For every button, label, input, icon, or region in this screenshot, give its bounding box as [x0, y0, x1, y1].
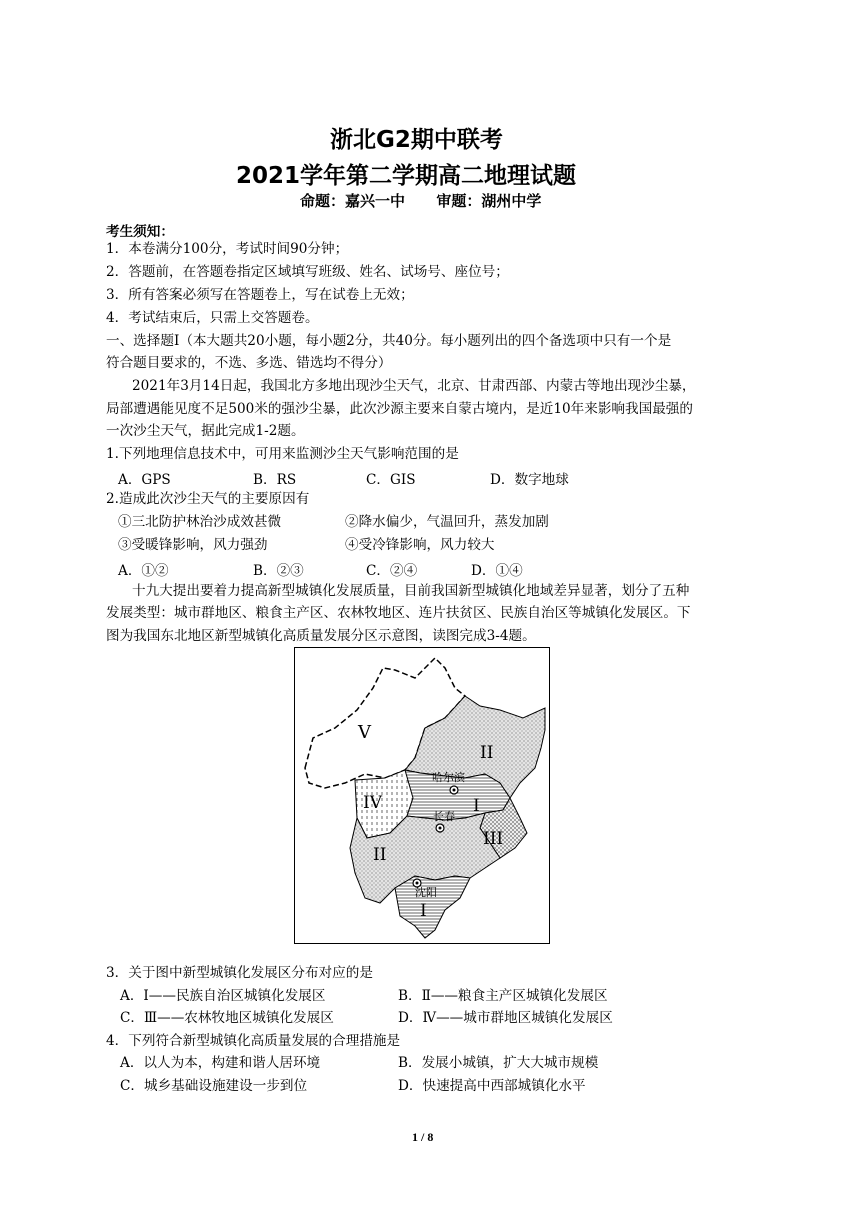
q2-option-b: B．②③: [253, 563, 304, 579]
q4-option-a: A．以人为本，构建和谐人居环境: [120, 1055, 321, 1071]
q1-option-a: A．GPS: [118, 472, 171, 488]
passage1-line1: 2021年3月14日起，我国北方多地出现沙尘天气，北京、甘肃西部、内蒙古等地出现沙尘暴，: [132, 378, 696, 394]
label-iv: IV: [363, 793, 382, 813]
passage2-line3: 图为我国东北地区新型城镇化高质量发展分区示意图，读图完成3-4题。: [106, 628, 536, 644]
city-harbin: 哈尔滨: [432, 771, 465, 784]
passage2-line1: 十九大提出要着力提高新型城镇化发展质量，目前我国新型城镇化地域差异显著，划分了五种: [132, 583, 690, 599]
harbin-marker: [450, 786, 458, 794]
notice-item-1: 1．本卷满分100分，考试时间90分钟；: [106, 241, 349, 257]
section-heading-line2: 符合题目要求的，不选、多选、错选均不得分）: [106, 355, 392, 371]
notice-item-2: 2．答题前，在答题卷指定区域填写班级、姓名、试场号、座位号；: [106, 264, 509, 280]
notice-item-4: 4．考试结束后，只需上交答题卷。: [106, 310, 319, 326]
label-iii: III: [483, 829, 504, 849]
passage1-line3: 一次沙尘天气，据此完成1-2题。: [106, 423, 305, 439]
q3-option-c: C．Ⅲ——农林牧地区城镇化发展区: [120, 1010, 334, 1026]
map-svg: [295, 648, 548, 942]
q2-option-d: D．①④: [471, 563, 523, 579]
q1-option-b: B．RS: [253, 472, 297, 488]
q4-option-c: C．城乡基础设施建设一步到位: [120, 1078, 308, 1094]
q3-option-a: A．Ⅰ——民族自治区城镇化发展区: [120, 988, 326, 1004]
q3-stem: 3．关于图中新型城镇化发展区分布对应的是: [106, 965, 373, 981]
q4-option-b: B．发展小城镇，扩大大城市规模: [398, 1055, 599, 1071]
passage1-line2: 局部遭遇能见度不足500米的强沙尘暴，此次沙源主要来自蒙古境内，是近10年来影响我国最强的: [106, 401, 693, 417]
q4-option-d: D．快速提高中西部城镇化水平: [398, 1078, 586, 1094]
label-ii-south: II: [373, 845, 387, 865]
q2-item-4: ④受冷锋影响，风力较大: [345, 537, 495, 553]
northeast-china-map: [294, 647, 550, 944]
q2-item-3: ③受暖锋影响，风力强劲: [118, 537, 268, 553]
city-shenyang: 沈阳: [415, 886, 437, 899]
q1-option-c: C．GIS: [366, 472, 416, 488]
exam-credit: 命题：嘉兴一中 审题：湖州中学: [300, 192, 542, 210]
changchun-marker: [436, 824, 444, 832]
q1-stem: 1.下列地理信息技术中，可用来监测沙尘天气影响范围的是: [106, 446, 459, 462]
q2-stem: 2.造成此次沙尘天气的主要原因有: [106, 491, 310, 507]
page-number: 1 / 8: [412, 1130, 434, 1144]
label-v: V: [358, 722, 371, 743]
passage2-line2: 发展类型：城市群地区、粮食主产区、农林牧地区、连片扶贫区、民族自治区等城镇化发展区。下: [106, 605, 691, 621]
q4-stem: 4．下列符合新型城镇化高质量发展的合理措施是: [106, 1033, 401, 1049]
q2-item-1: ①三北防护林治沙成效甚微: [118, 514, 282, 530]
q3-option-d: D．Ⅳ——城市群地区城镇化发展区: [398, 1010, 613, 1026]
q3-option-b: B．Ⅱ——粮食主产区城镇化发展区: [398, 988, 608, 1004]
section-heading-line1: 一、选择题Ⅰ（本大题共20小题，每小题2分，共40分。每小题列出的四个备选项中只有一个是: [106, 333, 672, 349]
exam-title-line2: 2021学年第二学期高二地理试题: [236, 163, 577, 189]
city-changchun: 长春: [433, 810, 455, 823]
q2-option-a: A．①②: [118, 563, 169, 579]
label-i-south: I: [420, 901, 427, 921]
notice-item-3: 3．所有答案必须写在答题卷上，写在试卷上无效；: [106, 287, 414, 303]
label-i-north: I: [473, 796, 480, 816]
q2-item-2: ②降水偏少，气温回升，蒸发加剧: [345, 514, 549, 530]
exam-title-line1: 浙北G2期中联考: [330, 127, 503, 153]
q1-option-d: D．数字地球: [490, 472, 569, 488]
notice-heading: 考生须知：: [106, 224, 174, 240]
q2-option-c: C．②④: [366, 563, 418, 579]
label-ii-north: II: [480, 743, 494, 763]
